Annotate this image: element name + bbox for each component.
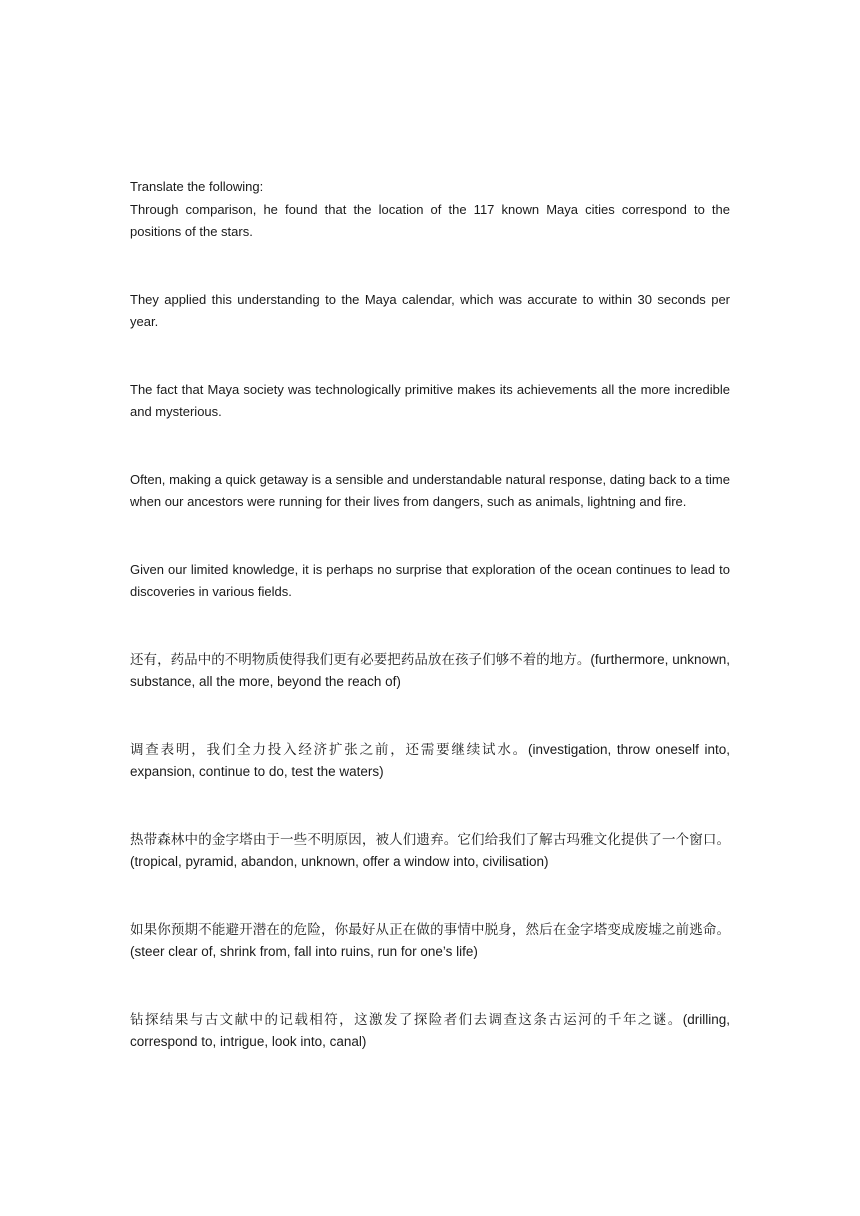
paragraph-3: The fact that Maya society was technologically primitive makes its achievements all the more incredible and mysterious. [130,381,730,419]
paragraph-5: Given our limited knowledge, it is perhaps no surprise that exploration of the ocean continues to lead to discoveries in various fields. [130,561,730,599]
paragraph-4: Often, making a quick getaway is a sensible and understandable natural response, dating back to a time when our ancestors were running for their lives from dangers, such as animals, lightning and fire. [130,471,730,509]
paragraph-6: 还有，药品中的不明物质使得我们更有必要把药品放在孩子们够不着的地方。(furthermore, unknown, substance, all the more, beyond the reach of) [130,651,730,689]
paragraph-2: They applied this understanding to the Maya calendar, which was accurate to within 30 seconds per year. [130,291,730,329]
paragraph-10: 钻探结果与古文献中的记载相符，这激发了探险者们去调查这条古运河的千年之谜。(drilling, correspond to, intrigue, look into, canal) [130,1011,730,1049]
instruction-text: Translate the following: [130,179,264,194]
paragraph-1: Through comparison, he found that the location of the 117 known Maya cities correspond to the positions of the stars. [130,201,730,239]
paragraph-7: 调查表明，我们全力投入经济扩张之前，还需要继续试水。(investigation, throw oneself into, expansion, continue to do, test the waters) [130,741,730,779]
paragraph-9: 如果你预期不能避开潜在的危险，你最好从正在做的事情中脱身，然后在金字塔变成废墟之前逃命。(steer clear of, shrink from, fall into ruins, run for one’s life) [130,921,730,959]
paragraph-8: 热带森林中的金字塔由于一些不明原因，被人们遗弃。它们给我们了解古玛雅文化提供了一个窗口。(tropical, pyramid, abandon, unknown, offer a window into, civilisation) [130,831,730,869]
document-body [130,176,730,1054]
